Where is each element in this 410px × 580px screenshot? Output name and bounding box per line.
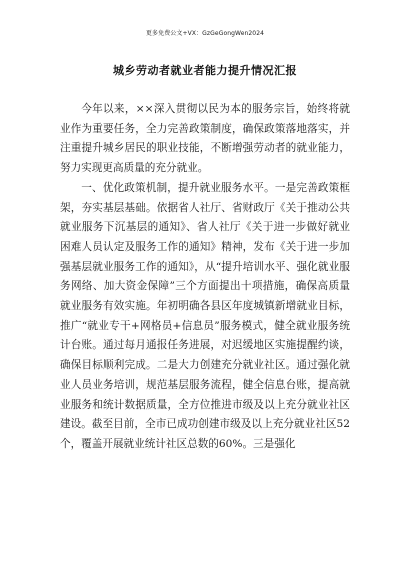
- section-one-paragraph: 一、优化政策机制，提升就业服务水平。一是完善政策框架，夯实基层基础。依据省人社厅、省财政厅《关于推动公共就业服务下沉基层的通知》、省人社厅《关于进一步做好就业困难人员认定及服务工作的通知》精神，发布《关于进一步加强基层就业服务工作的通知》，从“提升培训水平、强化就业服务网络、加大资金保障”三个方面提出十项措施，确保高质量就业服务有效实施。年初明确各县区年度城镇新增就业目标，推广“就业专干+网格员+信息员”服务模式，健全就业服务统计台账。通过每月通报任务进展，对迟缓地区实施提醒约谈，确保目标顺利完成。二是大力创建充分就业社区。通过强化就业人员业务培训，规范基层服务流程，健全信息台账，提高就业服务和统计数据质量，全方位推进市级及以上充分就业社区建设。截至目前，全市已成功创建市级及以上充分就业社区52个，覆盖开展就业统计社区总数的60%。三是强化: [60, 181, 350, 450]
- document-title: 城乡劳动者就业者能力提升情况汇报: [113, 64, 297, 77]
- intro-paragraph: 今年以来，××深入贯彻以民为本的服务宗旨，始终将就业作为重要任务，全力完善政策制度，确保政策落地落实，并注重提升城乡居民的职业技能，不断增强劳动者的就业能力，努力实现更高质量的充分就业。: [60, 103, 350, 175]
- document-body: [60, 100, 350, 455]
- header-note: 更多免费公文+VX：GzGeGongWen2024: [145, 30, 265, 37]
